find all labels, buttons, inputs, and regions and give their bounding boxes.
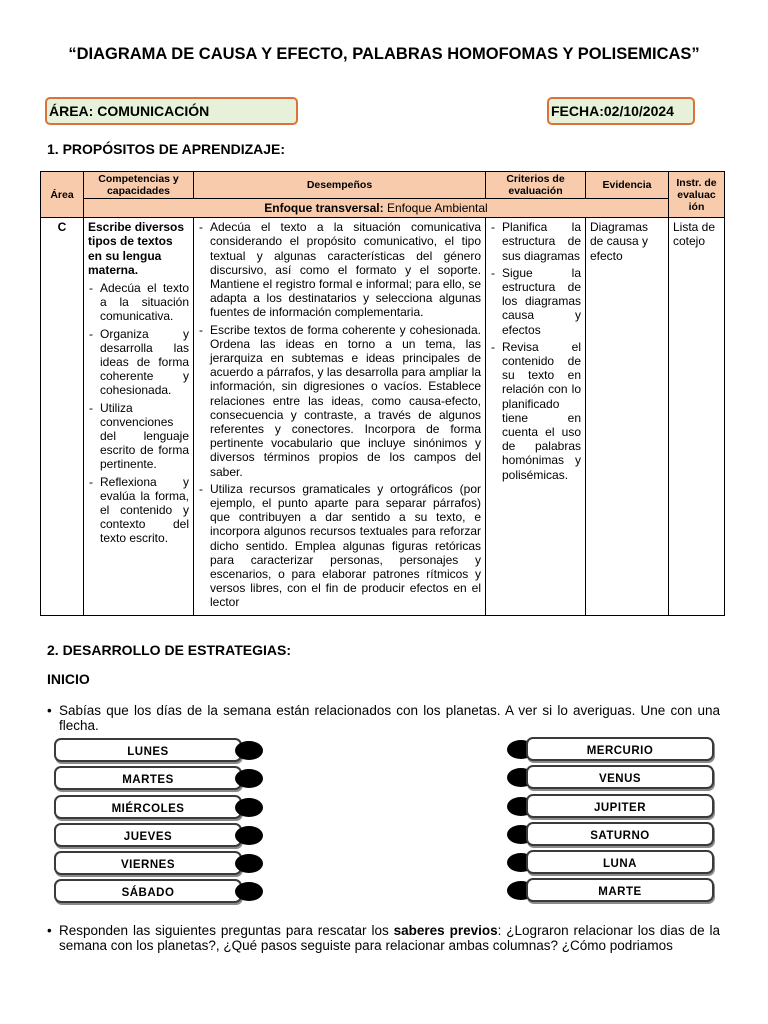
bullet-activity: • Sabías que los días de la semana están relacionados con los planetas. A ver si lo averiguas. Une con una flecha. [47, 703, 720, 733]
transversal-value: Enfoque Ambiental [386, 201, 488, 215]
competencias-cell [84, 218, 194, 615]
header-desempenos: Desempeños [194, 172, 486, 199]
date-box: FECHA:02/10/2024 [547, 97, 695, 125]
capacidad-item: - Utiliza convenciones del lenguaje escrito de forma pertinente. [88, 401, 189, 472]
connector-dot-day[interactable] [235, 741, 263, 760]
table-row [41, 218, 725, 615]
desempenos-cell [194, 218, 486, 615]
criterios-cell [486, 218, 586, 615]
transversal-label: Enfoque transversal: [264, 201, 384, 215]
day-label-box: LUNES [54, 738, 242, 762]
planet-label-box: MARTE [526, 878, 714, 902]
header-area: Área [41, 172, 84, 218]
connector-dot-day[interactable] [235, 769, 263, 788]
transversal-row [84, 199, 669, 218]
day-label-box: SÁBADO [54, 879, 242, 903]
connector-dot-day[interactable] [235, 882, 263, 901]
connector-dot-day[interactable] [235, 854, 263, 873]
day-label-box: MIÉRCOLES [54, 795, 242, 819]
desempeno-item: - Adecúa el texto a la situación comunicativa considerando el propósito comunicativo, el tipo textual y algunas características del género discursivo, así como el formato y el soporte. Mantiene el registro formal e informal; para ello, se adapta a los destinatarios y selecciona algunas fuentes de información complementaria. [198, 220, 481, 319]
day-label-box: JUEVES [54, 823, 242, 847]
competencia-title: Escribe diversos tipos de textos en su lengua materna. [88, 220, 185, 277]
header-competencias: Competencias y capacidades [84, 172, 194, 199]
planet-label-box: MERCURIO [526, 737, 714, 761]
capacidad-item: - Adecúa el texto a la situación comunicativa. [88, 281, 189, 324]
questions-intro: Responden las siguientes preguntas para rescatar los [59, 923, 394, 938]
planet-label-box: LUNA [526, 850, 714, 874]
planet-label-box: JUPITER [526, 794, 714, 818]
day-label-box: MARTES [54, 766, 242, 790]
header-criterios: Criterios de evaluación [486, 172, 586, 199]
evidencia-cell: Diagramas de causa y efecto [586, 218, 669, 615]
learning-purposes-table [40, 171, 725, 616]
area-code: C [41, 218, 84, 615]
criterio-item: - Sigue la estructura de los diagramas causa y efectos [490, 266, 581, 337]
connector-dot-day[interactable] [235, 798, 263, 817]
desempeno-item: - Escribe textos de forma coherente y cohesionada. Ordena las ideas en torno a un tema, las jerarquiza en subtemas e ideas principales de acuerdo a párrafos, y las desarrolla para ampliar la información, sin digresiones o vacíos. Establece relaciones entre las ideas, como causa-efecto, consecuencia y contraste, a través de algunos referentes y conectores. Incorpora de forma pertinente vocabulario que incluye sinónimos y diversos términos propios de los campos del saber. [198, 323, 481, 479]
area-box: ÁREA: COMUNICACIÓN [45, 97, 298, 125]
planet-label-box: VENUS [526, 765, 714, 789]
capacidad-item: - Reflexiona y evalúa la forma, el contenido y contexto del texto escrito. [88, 475, 189, 546]
questions-text: : ¿Lograron relacionar los dias de la semana con los planetas?, ¿Qué pasos seguiste para relacionar ambas columnas? ¿Cómo podriamos [59, 923, 721, 953]
questions-bold: saberes previos [393, 923, 498, 938]
day-label-box: VIERNES [54, 851, 242, 875]
connector-dot-day[interactable] [235, 826, 263, 845]
header-instrumento: Instr. de evaluac ión [669, 172, 725, 218]
inicio-heading: INICIO [47, 671, 90, 687]
header-evidencia: Evidencia [586, 172, 669, 199]
section-heading-strategies: 2. DESARROLLO DE ESTRATEGIAS: [47, 642, 291, 658]
capacidad-item: - Organiza y desarrolla las ideas de forma coherente y cohesionada. [88, 327, 189, 398]
instrumento-cell: Lista de cotejo [669, 218, 725, 615]
section-heading-purposes: 1. PROPÓSITOS DE APRENDIZAJE: [47, 141, 286, 157]
planet-label-box: SATURNO [526, 822, 714, 846]
document-title: “DIAGRAMA DE CAUSA Y EFECTO, PALABRAS HOMOFOMAS Y POLISEMICAS” [68, 45, 700, 63]
bullet-questions [47, 923, 720, 953]
criterio-item: - Planifica la estructura de sus diagramas [490, 220, 581, 263]
desempeno-item: - Utiliza recursos gramaticales y ortográficos (por ejemplo, el punto aparte para separar párrafos) que contribuyen a dar sentido a su texto, e incorpora algunos recursos textuales para reforzar dicho sentido. Emplea algunas figuras retóricas para caracterizar personas, personajes y escenarios, o para elaborar patrones rítmicos y versos libres, con el fin de producir efectos en el lector [198, 482, 481, 610]
criterio-item: - Revisa el contenido de su texto en relación con lo planificado tiene en cuenta el uso de palabras homónimas y polisémicas. [490, 340, 581, 482]
